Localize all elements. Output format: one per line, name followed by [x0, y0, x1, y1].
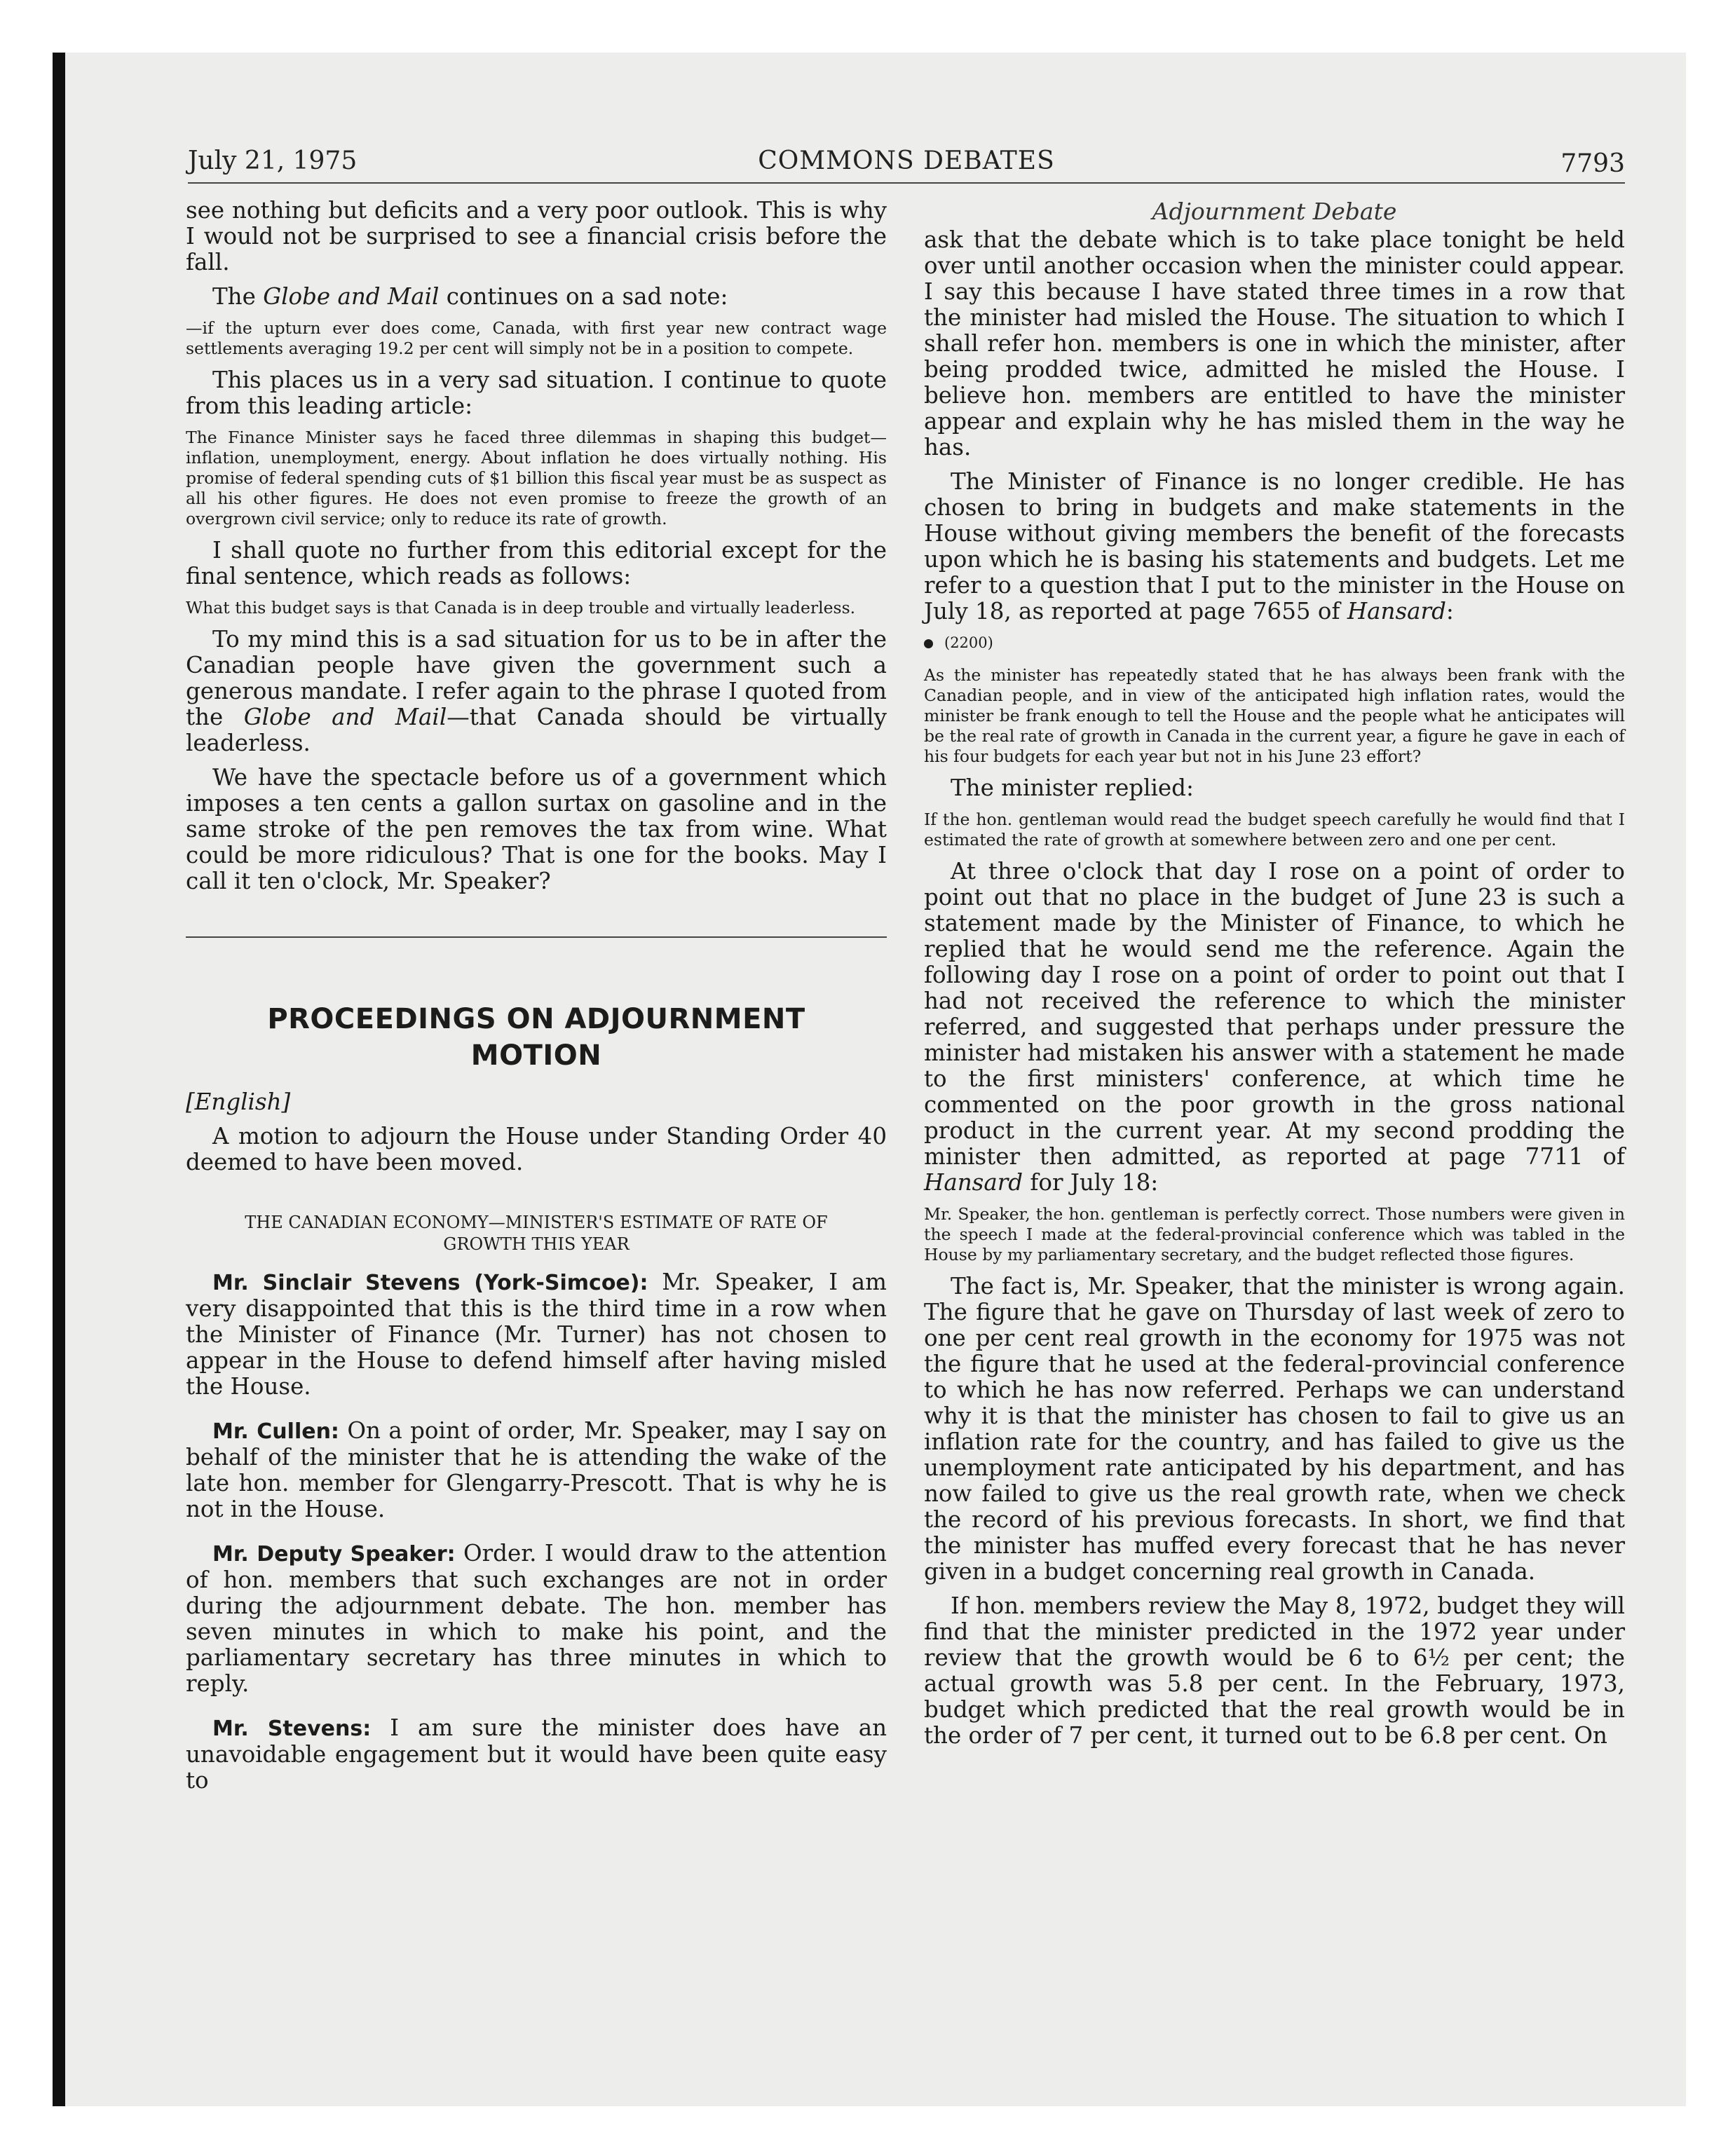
block-quote: As the minister has repeatedly stated that he has always been frank with the Canadian people, and in view of the anticipated high inflation rates, would the minister be frank enough to tell the House and the people what he anticipates will be the real rate of growth in Canada in the current year, a figure he gave in each of his four budgets for each year but not in his June 23 effort? — [924, 665, 1625, 766]
paragraph: If hon. members review the May 8, 1972, budget they will find that the minister predicted in the 1972 year under review that the growth would be 6 to 6½ per cent; the actual growth was 5.8 per cent. In the February, 1973, budget which predicted that the real growth would be in the order of 7 per cent, it turned out to be 6.8 per cent. On — [924, 1592, 1625, 1749]
time-marker-text: (2200) — [944, 634, 993, 651]
scan-edge-bar — [53, 53, 65, 2106]
paragraph: I shall quote no further from this editorial except for the final sentence, which reads as follows: — [186, 537, 887, 589]
paragraph: A motion to adjourn the House under Standing Order 40 deemed to have been moved. — [186, 1123, 887, 1175]
block-quote: If the hon. gentleman would read the budget speech carefully he would find that I estimated the rate of growth at somewhere between zero and one per cent. — [924, 810, 1625, 850]
section-divider — [186, 936, 887, 938]
paragraph: We have the spectacle before us of a government which imposes a ten cents a gallon surtax on gasoline and in the same stroke of the pen removes the tax from wine. What could be more ridiculous? That is one for the books. May I call it ten o'clock, Mr. Speaker? — [186, 764, 887, 894]
speech — [186, 1418, 887, 1522]
speech — [186, 1269, 887, 1400]
page-header — [188, 146, 1625, 184]
block-quote: The Finance Minister says he faced three dilemmas in shaping this budget—inflation, unemployment, energy. About inflation he does virtually nothing. His promise of federal spending cuts of $1 billion this fiscal year must be as suspect as all his other figures. He does not even promise to freeze the growth of an overgrown civil service; only to reduce its rate of growth. — [186, 428, 887, 528]
italic-text: Hansard — [1347, 598, 1446, 625]
paragraph: This places us in a very sad situation. I continue to quote from this leading article: — [186, 367, 887, 419]
section-title-line: MOTION — [470, 1039, 602, 1072]
debate-subheading: THE CANADIAN ECONOMY—MINISTER'S ESTIMATE OF RATE OF GROWTH THIS YEAR — [245, 1213, 828, 1254]
block-quote: —if the upturn ever does come, Canada, with first year new contract wage settlements averaging 19.2 per cent will simply not be in a position to compete. — [186, 318, 887, 358]
paragraph: ask that the debate which is to take place tonight be held over until another occasion when the minister could appear. I say this because I have stated three times in a row that the minister had misled the House. The situation to which I shall refer hon. members is one in which the minister, after being prodded twice, admitted he misled the House. I believe hon. members are entitled to have the minister appear and explain why he has misled them in the way he has. — [924, 226, 1625, 460]
italic-text: Hansard — [924, 1169, 1023, 1196]
right-column — [924, 198, 1625, 1757]
speech — [186, 1715, 887, 1794]
text-run: At three o'clock that day I rose on a point of order to point out that no place in the budget of June 23 is such a statement made by the Minister of Finance, to which he replied that he would send me the reference. Again the following day I rose on a point of order to point out that I had not received the reference to which the minister referred, and suggested that perhaps under pressure the minister had mistaken his answer with a statement he made to the first ministers' conference, at which time he commented on the poor growth in the gross national product in the current year. At my second prodding the minister then admitted, as reported at page 7711 of — [924, 858, 1625, 1170]
text-run: —that Canada should be virtually leaderless. — [186, 704, 887, 756]
text-run: The Minister of Finance is no longer credible. He has chosen to bring in budgets and make statements in the House without giving members the benefit of the forecasts upon which he is basing his statements and budgets. Let me refer to a question that I put to the minister in the House on July 18, as reported at page 7655 of — [924, 468, 1625, 625]
time-marker — [924, 633, 1625, 653]
block-quote: Mr. Speaker, the hon. gentleman is perfectly correct. Those numbers were given in the speech I made at the federal-provincial conference which was tabled in the House by my parliamentary secretary, and the budget reflected those figures. — [924, 1204, 1625, 1264]
running-head: Adjournment Debate — [1152, 198, 1397, 225]
text-run: continues on a sad note: — [439, 283, 728, 310]
speaker-name: Mr. Cullen: — [212, 1419, 339, 1444]
speech-text: I am sure the minister does have an unavoidable engagement but it would have been quite easy to — [186, 1714, 887, 1794]
paragraph: see nothing but deficits and a very poor outlook. This is why I would not be surprised to see a financial crisis before the fall. — [186, 197, 887, 275]
text-run: for July 18: — [1023, 1169, 1159, 1196]
paragraph — [186, 284, 887, 310]
paragraph — [186, 627, 887, 756]
section-title — [186, 1001, 887, 1074]
italic-text: Globe and Mail — [263, 283, 440, 310]
paragraph: The fact is, Mr. Speaker, that the minister is wrong again. The figure that he gave on Thursday of last week of zero to one per cent real growth in the economy for 1975 was not the figure that he used at the federal-provincial conference to which he has now referred. Perhaps we can understand why it is that the minister has chosen to fail to give us an inflation rate for the country, and has failed to give us the unemployment rate anticipated by his department, and has now failed to give us the real growth rate, when we check the record of his previous forecasts. In short, we find that the minister has muffed every forecast that he has never given in a budget concerning real growth in Canada. — [924, 1273, 1625, 1585]
paragraph — [924, 469, 1625, 625]
header-page-number: 7793 — [1560, 149, 1625, 178]
block-quote: What this budget says is that Canada is in deep trouble and virtually leaderless. — [186, 598, 856, 618]
speaker-name: Mr. Stevens: — [212, 1717, 372, 1741]
italic-text: [English] — [186, 1089, 291, 1115]
speaker-name: Mr. Deputy Speaker: — [212, 1542, 456, 1567]
speech — [186, 1541, 887, 1697]
header-date: July 21, 1975 — [188, 146, 358, 175]
header-title: COMMONS DEBATES — [758, 146, 1055, 175]
paragraph — [924, 859, 1625, 1196]
bullet-icon — [924, 639, 933, 648]
text-run: To my mind this is a sad situation for us to be in after the Canadian people have given the government such a generous mandate. I refer again to the phrase I quoted from the — [186, 626, 887, 730]
speech-text: Mr. Speaker, I am very disappointed that this is the third time in a row when the Minister of Finance (Mr. Turner) has not chosen to appear in the House to defend himself after having misled the House. — [186, 1269, 887, 1400]
paragraph: The minister replied: — [951, 775, 1194, 801]
language-tag — [186, 1089, 887, 1115]
speech-text: Order. I would draw to the attention of hon. members that such exchanges are not in order during the adjournment debate. The hon. member has seven minutes in which to make his point, and the parliamentary secretary has three minutes in which to reply. — [186, 1540, 887, 1697]
section-title-line: PROCEEDINGS ON ADJOURNMENT — [267, 1003, 805, 1035]
text-run: : — [1445, 598, 1454, 625]
italic-text: Globe and Mail — [243, 704, 447, 730]
speaker-name: Mr. Sinclair Stevens (York-Simcoe): — [212, 1271, 648, 1295]
text-run: The — [212, 283, 264, 310]
speech-text: On a point of order, Mr. Speaker, may I say on behalf of the minister that he is attending the wake of the late hon. member for Glengarry-Prescott. That is why he is not in the House. — [186, 1417, 887, 1522]
left-column — [186, 198, 887, 1802]
